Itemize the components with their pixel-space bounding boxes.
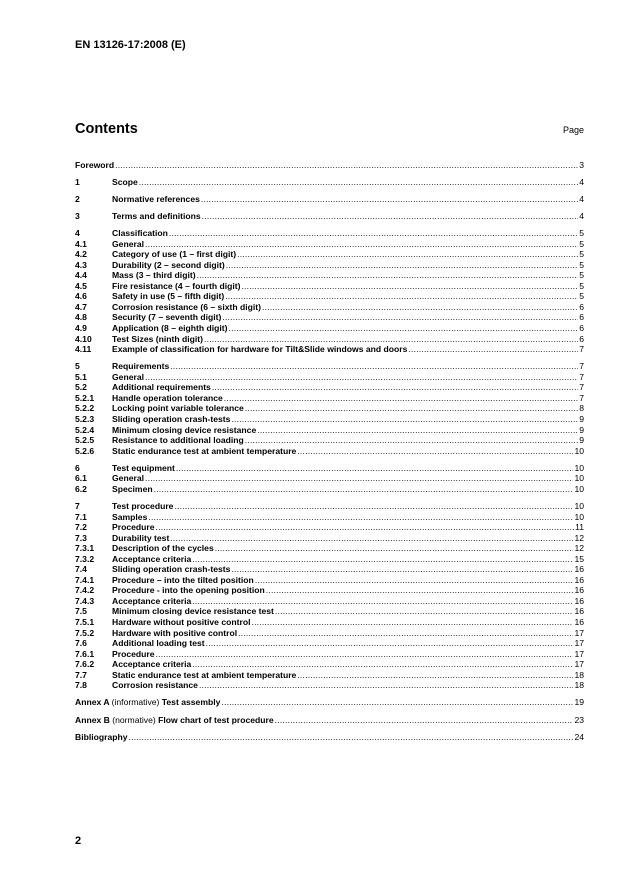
toc-entry-page: 19 bbox=[574, 697, 584, 708]
toc-entry[interactable] bbox=[75, 322, 584, 333]
toc-entry[interactable] bbox=[75, 210, 584, 221]
toc-entry-number: 6 bbox=[75, 462, 80, 473]
toc-entry-number: 5.2.3 bbox=[75, 414, 95, 424]
dot-leader bbox=[215, 543, 574, 553]
toc-entry-page: 10 bbox=[574, 445, 584, 456]
toc-entry-title: Acceptance criteria bbox=[112, 659, 192, 670]
toc-entry-page: 4 bbox=[579, 193, 584, 204]
toc-entry-title: General bbox=[112, 238, 145, 249]
toc-entry-title: Application (8 – eighth digit) bbox=[112, 323, 228, 334]
dot-leader bbox=[231, 414, 578, 424]
dot-leader bbox=[176, 463, 574, 473]
toc-entry-page: 10 bbox=[574, 473, 584, 484]
dot-leader bbox=[251, 617, 573, 627]
toc-entry-title: Static endurance test at ambient temperature bbox=[112, 669, 297, 680]
toc-entry-number: 4.11 bbox=[75, 344, 92, 355]
toc-entry-title: Acceptance criteria bbox=[112, 553, 192, 564]
toc-entry-number: 4 bbox=[75, 228, 80, 239]
toc-entry-page: 6 bbox=[579, 323, 584, 334]
toc-entry-number: 5.2.5 bbox=[75, 435, 95, 446]
toc-entry-title: Additional loading test bbox=[112, 638, 205, 649]
toc-entry-number: 5.2.6 bbox=[75, 445, 95, 456]
page-column-label: Page bbox=[562, 125, 584, 135]
toc-entry-number: 7.5.1 bbox=[75, 617, 95, 628]
toc-entry-page: 3 bbox=[579, 159, 584, 170]
toc-entry-number: 7.2 bbox=[75, 522, 87, 533]
dot-leader bbox=[237, 249, 578, 259]
toc-entry[interactable] bbox=[75, 238, 584, 249]
dot-leader bbox=[174, 501, 573, 511]
toc-entry-number: 4.5 bbox=[75, 280, 87, 291]
toc-entry-number: 4.9 bbox=[75, 323, 87, 334]
toc-entry[interactable] bbox=[75, 574, 584, 585]
toc-entry-title: Static endurance test at ambient temperature bbox=[112, 445, 297, 456]
annex-title: Test assembly bbox=[161, 697, 221, 708]
annex-label: Annex A bbox=[75, 697, 110, 708]
toc-entry[interactable] bbox=[75, 659, 584, 670]
toc-entry-page: 6 bbox=[579, 333, 584, 344]
toc-entry-number: 6.1 bbox=[75, 473, 87, 484]
toc-entry-number: 1 bbox=[75, 176, 80, 187]
toc-entry-page: 17 bbox=[574, 648, 584, 659]
toc-entry-title: Minimum closing device resistance test bbox=[112, 606, 274, 617]
toc-entry-page: 4 bbox=[579, 210, 584, 221]
toc-entry-number: 4.3 bbox=[75, 259, 87, 270]
toc-entry-number: 3 bbox=[75, 210, 80, 221]
toc-entry-title: Sliding operation crash-tests bbox=[112, 414, 231, 424]
toc-entry-number: 4.8 bbox=[75, 312, 87, 323]
dot-leader bbox=[156, 649, 574, 659]
toc-entry-title: Description of the cycles bbox=[112, 543, 214, 554]
toc-entry[interactable] bbox=[75, 648, 584, 659]
toc-entry-title: Category of use (1 – first digit) bbox=[112, 249, 237, 260]
toc-entry-number: 7.6.2 bbox=[75, 659, 95, 670]
dot-leader bbox=[156, 522, 575, 532]
toc-entry-page: 9 bbox=[579, 414, 584, 424]
dot-leader bbox=[229, 323, 579, 333]
dot-leader bbox=[202, 211, 579, 221]
toc-entry[interactable] bbox=[75, 553, 584, 564]
dot-leader bbox=[139, 177, 578, 187]
dot-leader bbox=[222, 312, 578, 322]
toc-entry-page: 11 bbox=[575, 522, 584, 533]
toc-entry[interactable] bbox=[75, 382, 584, 393]
toc-entry-page: 18 bbox=[574, 680, 584, 691]
toc-entry[interactable] bbox=[75, 585, 584, 596]
toc-entry-page: 17 bbox=[574, 659, 584, 670]
toc-entry-title: Test equipment bbox=[112, 462, 175, 473]
toc-entry-page: 12 bbox=[574, 532, 584, 543]
toc-entry-title: Scope bbox=[112, 176, 138, 187]
dot-leader bbox=[115, 160, 578, 170]
toc-entry-title: Test Sizes (ninth digit) bbox=[112, 333, 204, 344]
toc-entry[interactable] bbox=[75, 616, 584, 627]
dot-leader bbox=[192, 659, 573, 669]
toc-entry-title: Durability test bbox=[112, 532, 170, 543]
dot-leader bbox=[170, 361, 578, 371]
toc-entry[interactable] bbox=[75, 435, 584, 446]
toc-entry[interactable] bbox=[75, 500, 584, 511]
toc-entry-title bbox=[75, 715, 274, 725]
toc-entry-number: 7.7 bbox=[75, 669, 87, 680]
toc-entry-number: 4.7 bbox=[75, 301, 87, 312]
toc-entry-page: 18 bbox=[574, 669, 584, 680]
toc-entry[interactable] bbox=[75, 301, 584, 312]
toc-entry-page: 10 bbox=[574, 511, 584, 522]
toc-entry-title: Additional requirements bbox=[112, 382, 211, 393]
dot-leader bbox=[206, 638, 574, 648]
toc-entry[interactable] bbox=[75, 344, 584, 355]
toc-entry-page: 16 bbox=[574, 606, 584, 617]
toc-entry-number: 7.3.1 bbox=[75, 543, 95, 554]
dot-leader bbox=[245, 435, 578, 445]
annex-type: (informative) bbox=[111, 697, 160, 708]
toc-entry-title: Procedure bbox=[112, 522, 155, 533]
toc-entry-number: 4.4 bbox=[75, 270, 87, 281]
dot-leader bbox=[145, 239, 578, 249]
toc-entry[interactable] bbox=[75, 511, 584, 522]
toc-entry-title: Specimen bbox=[112, 483, 153, 494]
toc-entry[interactable] bbox=[75, 333, 584, 344]
toc-entry-number: 5.2 bbox=[75, 382, 87, 393]
toc-entry-title: Safety in use (5 – fifth digit) bbox=[112, 291, 225, 302]
toc-entry-title: Procedure - into the opening position bbox=[112, 585, 265, 596]
dot-leader bbox=[192, 596, 573, 606]
toc-entry[interactable] bbox=[75, 392, 584, 403]
toc-entry[interactable] bbox=[75, 424, 584, 435]
toc-entry-title: Corrosion resistance bbox=[112, 680, 198, 691]
toc-entry-title: Durability (2 – second digit) bbox=[112, 259, 225, 270]
toc-entry-number: 6.2 bbox=[75, 483, 87, 494]
dot-leader bbox=[297, 446, 573, 456]
dot-leader bbox=[231, 564, 573, 574]
toc-entry-title: Minimum closing device resistance bbox=[112, 424, 257, 435]
toc-entry-number: 5 bbox=[75, 361, 80, 372]
toc-entry-page: 16 bbox=[574, 595, 584, 606]
toc-entry-title: Example of classification for hardware for Tilt&Slide windows and doors bbox=[112, 344, 408, 355]
toc-entry[interactable] bbox=[75, 564, 584, 575]
toc-entry-title: Corrosion resistance (6 – sixth digit) bbox=[112, 301, 261, 312]
toc-entry-number: 5.1 bbox=[75, 371, 87, 382]
toc-entry-page: 10 bbox=[574, 462, 584, 473]
toc-entry-page: 12 bbox=[574, 543, 584, 554]
toc-entry-page: 4 bbox=[579, 176, 584, 187]
toc-entry[interactable] bbox=[75, 532, 584, 543]
toc-entry[interactable] bbox=[75, 595, 584, 606]
toc-entry[interactable] bbox=[75, 403, 584, 414]
dot-leader bbox=[297, 670, 573, 680]
toc-entry-title: Foreword bbox=[75, 159, 115, 170]
toc-entry-title: Classification bbox=[112, 228, 168, 239]
toc-entry-number: 7 bbox=[75, 501, 80, 512]
document-header: EN 13126-17:2008 (E) bbox=[75, 39, 186, 51]
toc-entry-page: 15 bbox=[574, 553, 584, 564]
toc-entry-number: 7.1 bbox=[75, 511, 87, 522]
toc-entry-title: Security (7 – seventh digit) bbox=[112, 312, 222, 323]
toc-entry-page: 16 bbox=[574, 585, 584, 596]
toc-entry-title: Requirements bbox=[112, 361, 170, 372]
toc-entry-page: 5 bbox=[579, 259, 584, 270]
dot-leader bbox=[212, 382, 578, 392]
page-number: 2 bbox=[75, 835, 82, 847]
toc-entry-page: 5 bbox=[579, 228, 584, 239]
toc-entry[interactable] bbox=[75, 680, 584, 691]
dot-leader bbox=[170, 533, 573, 543]
toc-entry[interactable] bbox=[75, 413, 584, 424]
toc-entry-page: 9 bbox=[579, 435, 584, 446]
toc-entry-title: Sliding operation crash-tests bbox=[112, 564, 231, 575]
dot-leader bbox=[154, 484, 574, 494]
toc-entry[interactable] bbox=[75, 669, 584, 680]
toc-entry-page: 24 bbox=[574, 731, 584, 742]
dot-leader bbox=[145, 372, 578, 382]
toc-entry-title: General bbox=[112, 473, 145, 484]
toc-entry-number: 7.3.2 bbox=[75, 553, 95, 564]
toc-entry-title: Normative references bbox=[112, 193, 200, 204]
dot-leader bbox=[197, 270, 579, 280]
table-of-contents bbox=[75, 159, 584, 742]
toc-entry[interactable] bbox=[75, 462, 584, 473]
toc-entry-page: 17 bbox=[574, 638, 584, 649]
toc-entry-title: Samples bbox=[112, 511, 148, 522]
toc-entry-title: Hardware with positive control bbox=[112, 627, 238, 638]
dot-leader bbox=[199, 680, 573, 690]
dot-leader bbox=[145, 473, 573, 483]
toc-entry[interactable] bbox=[75, 176, 584, 187]
toc-entry-title: General bbox=[112, 371, 145, 382]
dot-leader bbox=[224, 393, 578, 403]
contents-title: Contents bbox=[75, 121, 138, 137]
toc-entry-page: 7 bbox=[579, 382, 584, 393]
dot-leader bbox=[257, 425, 578, 435]
toc-entry-title: Bibliography bbox=[75, 731, 128, 742]
dot-leader bbox=[255, 575, 574, 585]
toc-entry[interactable] bbox=[75, 249, 584, 260]
toc-entry-page: 6 bbox=[579, 312, 584, 323]
toc-entry-page: 5 bbox=[579, 270, 584, 281]
dot-leader bbox=[266, 585, 574, 595]
toc-entry-title: Locking point variable tolerance bbox=[112, 403, 244, 414]
dot-leader bbox=[245, 403, 578, 413]
toc-entry[interactable] bbox=[75, 697, 584, 708]
toc-entry-number: 7.6.1 bbox=[75, 648, 95, 659]
toc-entry-number: 7.5.2 bbox=[75, 627, 95, 638]
toc-entry[interactable] bbox=[75, 638, 584, 649]
dot-leader bbox=[201, 194, 578, 204]
toc-entry-number: 7.6 bbox=[75, 638, 87, 649]
toc-entry[interactable] bbox=[75, 473, 584, 484]
toc-entry[interactable] bbox=[75, 714, 584, 725]
toc-entry[interactable] bbox=[75, 606, 584, 617]
toc-entry[interactable] bbox=[75, 312, 584, 323]
dot-leader bbox=[241, 281, 578, 291]
dot-leader bbox=[221, 697, 573, 707]
toc-entry-title: Resistance to additional loading bbox=[112, 435, 244, 446]
toc-entry-title: Hardware without positive control bbox=[112, 617, 251, 628]
toc-entry-page: 10 bbox=[574, 483, 584, 494]
toc-entry[interactable] bbox=[75, 159, 584, 170]
dot-leader bbox=[262, 302, 578, 312]
toc-entry-number: 4.6 bbox=[75, 291, 87, 302]
toc-entry-title: Fire resistance (4 – fourth digit) bbox=[112, 280, 241, 291]
dot-leader bbox=[169, 228, 578, 238]
toc-entry-page: 16 bbox=[574, 564, 584, 575]
toc-entry-page: 7 bbox=[579, 344, 584, 355]
toc-entry-number: 7.4 bbox=[75, 564, 87, 575]
toc-entry[interactable] bbox=[75, 445, 584, 456]
toc-entry-title: Acceptance criteria bbox=[112, 595, 192, 606]
toc-entry-number: 4.10 bbox=[75, 333, 92, 344]
annex-label: Annex B bbox=[75, 714, 110, 725]
toc-entry-number: 4.1 bbox=[75, 238, 87, 249]
dot-leader bbox=[129, 732, 574, 742]
toc-entry-title: Mass (3 – third digit) bbox=[112, 270, 196, 281]
toc-entry[interactable] bbox=[75, 270, 584, 281]
dot-leader bbox=[148, 512, 573, 522]
toc-entry-title bbox=[75, 697, 220, 707]
toc-entry[interactable] bbox=[75, 259, 584, 270]
toc-entry-number: 5.2.1 bbox=[75, 392, 95, 403]
toc-entry[interactable] bbox=[75, 291, 584, 302]
annex-type: (normative) bbox=[112, 714, 156, 725]
dot-leader bbox=[225, 291, 578, 301]
toc-entry-page: 5 bbox=[579, 291, 584, 302]
toc-entry-number: 7.4.1 bbox=[75, 574, 95, 585]
dot-leader bbox=[275, 606, 574, 616]
toc-entry[interactable] bbox=[75, 543, 584, 554]
toc-entry-page: 5 bbox=[579, 238, 584, 249]
toc-entry[interactable] bbox=[75, 627, 584, 638]
toc-entry-page: 16 bbox=[574, 574, 584, 585]
toc-entry-page: 8 bbox=[579, 403, 584, 414]
toc-entry[interactable] bbox=[75, 731, 584, 742]
toc-entry-title: Procedure bbox=[112, 648, 155, 659]
toc-entry-number: 5.2.2 bbox=[75, 403, 95, 414]
toc-entry[interactable] bbox=[75, 228, 584, 239]
toc-entry-page: 5 bbox=[579, 280, 584, 291]
toc-entry-page: 7 bbox=[579, 392, 584, 403]
toc-entry[interactable] bbox=[75, 522, 584, 533]
toc-entry[interactable] bbox=[75, 280, 584, 291]
toc-entry[interactable] bbox=[75, 371, 584, 382]
toc-entry-page: 7 bbox=[579, 361, 584, 372]
dot-leader bbox=[408, 344, 578, 354]
toc-entry-number: 4.2 bbox=[75, 249, 87, 260]
toc-entry-page: 10 bbox=[574, 501, 584, 512]
toc-entry-title: Test procedure bbox=[112, 501, 174, 512]
annex-title: Flow chart of test procedure bbox=[158, 714, 274, 725]
toc-entry[interactable] bbox=[75, 483, 584, 494]
toc-entry-number: 7.3 bbox=[75, 532, 87, 543]
toc-entry-number: 7.4.2 bbox=[75, 585, 95, 596]
toc-entry-title: Terms and definitions bbox=[112, 210, 201, 221]
toc-entry-page: 17 bbox=[574, 627, 584, 638]
toc-entry[interactable] bbox=[75, 361, 584, 372]
toc-entry-number: 7.5 bbox=[75, 606, 87, 617]
toc-entry-page: 23 bbox=[574, 714, 584, 725]
dot-leader bbox=[204, 334, 578, 344]
toc-entry-number: 2 bbox=[75, 193, 80, 204]
dot-leader bbox=[192, 554, 573, 564]
dot-leader bbox=[226, 260, 579, 270]
dot-leader bbox=[275, 715, 574, 725]
toc-entry-number: 5.2.4 bbox=[75, 424, 95, 435]
toc-entry-number: 7.8 bbox=[75, 680, 87, 691]
toc-entry-page: 5 bbox=[579, 249, 584, 260]
toc-entry-number: 7.4.3 bbox=[75, 595, 95, 606]
dot-leader bbox=[238, 628, 573, 638]
toc-entry-page: 6 bbox=[579, 301, 584, 312]
toc-entry-page: 9 bbox=[579, 424, 584, 435]
toc-entry-page: 7 bbox=[579, 371, 584, 382]
toc-entry-title: Procedure – into the tilted position bbox=[112, 574, 254, 585]
toc-entry-page: 16 bbox=[574, 617, 584, 628]
toc-entry[interactable] bbox=[75, 193, 584, 204]
toc-entry-title: Handle operation tolerance bbox=[112, 392, 223, 403]
